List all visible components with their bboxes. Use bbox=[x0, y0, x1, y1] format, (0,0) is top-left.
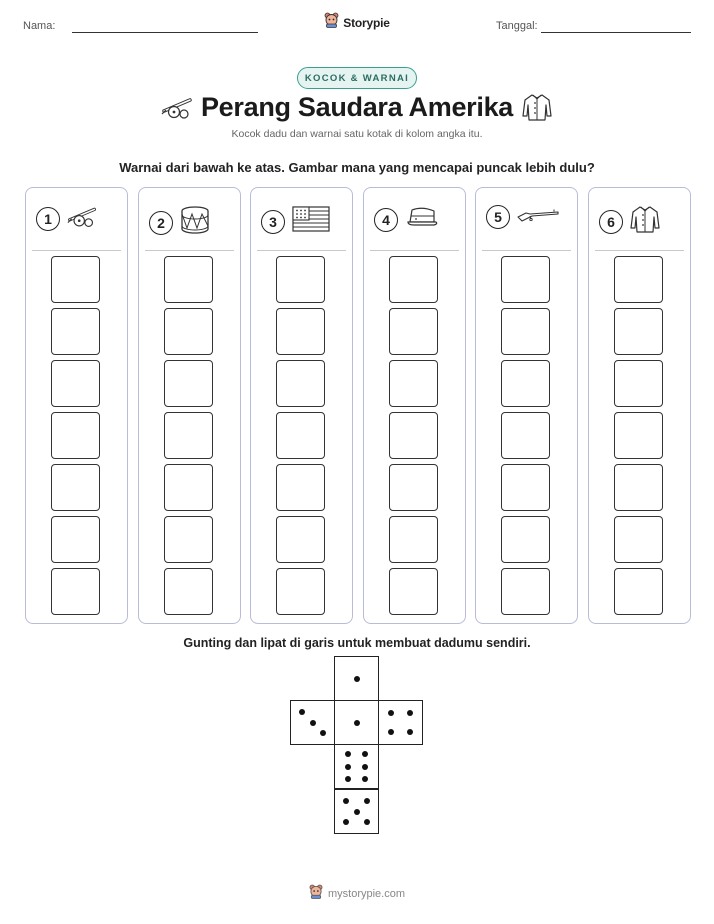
brand-logo bbox=[0, 12, 714, 33]
die-pip bbox=[299, 709, 305, 715]
roll-column-4 bbox=[363, 187, 466, 624]
column-header bbox=[261, 204, 331, 239]
column-divider bbox=[145, 250, 234, 251]
die-pip bbox=[343, 819, 349, 825]
color-box[interactable] bbox=[51, 360, 100, 407]
roll-column-2 bbox=[138, 187, 241, 624]
color-box[interactable] bbox=[614, 360, 663, 407]
color-box[interactable] bbox=[389, 308, 438, 355]
die-face-center[interactable] bbox=[334, 700, 379, 745]
uniform-coat-icon bbox=[629, 204, 661, 239]
color-box[interactable] bbox=[501, 360, 550, 407]
color-box[interactable] bbox=[614, 308, 663, 355]
column-number: 3 bbox=[261, 210, 285, 234]
color-box[interactable] bbox=[276, 568, 325, 615]
color-box[interactable] bbox=[614, 256, 663, 303]
color-box[interactable] bbox=[164, 516, 213, 563]
die-pip bbox=[364, 798, 370, 804]
die-pip bbox=[345, 776, 351, 782]
color-box[interactable] bbox=[614, 464, 663, 511]
page-title: Perang Saudara Amerika bbox=[200, 92, 514, 122]
column-number: 5 bbox=[486, 205, 510, 229]
brand-name: Storypie bbox=[343, 15, 390, 30]
color-box[interactable] bbox=[276, 308, 325, 355]
column-divider bbox=[370, 250, 459, 251]
footer-url[interactable]: mystorypie.com bbox=[327, 888, 406, 900]
color-box[interactable] bbox=[51, 412, 100, 459]
column-divider bbox=[595, 250, 684, 251]
column-header bbox=[599, 204, 661, 239]
date-label: Tanggal: bbox=[496, 20, 538, 32]
die-face[interactable] bbox=[334, 789, 379, 834]
color-box[interactable] bbox=[614, 412, 663, 459]
color-box[interactable] bbox=[389, 256, 438, 303]
musket-icon bbox=[516, 204, 560, 229]
color-box[interactable] bbox=[164, 256, 213, 303]
footer bbox=[0, 884, 714, 904]
color-box[interactable] bbox=[51, 516, 100, 563]
die-pip bbox=[407, 729, 413, 735]
drum-icon bbox=[179, 204, 211, 241]
activity-badge: KOCOK & WARNAI bbox=[297, 67, 417, 89]
color-box[interactable] bbox=[276, 464, 325, 511]
die-pip bbox=[388, 729, 394, 735]
flag-icon bbox=[291, 204, 331, 239]
column-header bbox=[36, 204, 100, 233]
coloring-instruction: Warnai dari bawah ke atas. Gambar mana yang mencapai puncak lebih dulu? bbox=[119, 160, 595, 175]
column-number: 2 bbox=[149, 211, 173, 235]
die-face[interactable] bbox=[334, 744, 379, 789]
color-box[interactable] bbox=[614, 516, 663, 563]
color-box[interactable] bbox=[389, 464, 438, 511]
color-box[interactable] bbox=[389, 360, 438, 407]
column-header bbox=[486, 204, 560, 229]
kepi-hat-icon bbox=[404, 204, 442, 235]
die-face[interactable] bbox=[378, 700, 423, 745]
color-box[interactable] bbox=[501, 568, 550, 615]
die-pip bbox=[354, 676, 360, 682]
page-subtitle: Kocok dadu dan warnai satu kotak di kolom angka itu. bbox=[231, 128, 483, 140]
die-pip bbox=[345, 764, 351, 770]
die-pip bbox=[362, 764, 368, 770]
die-face[interactable] bbox=[290, 700, 335, 745]
column-header bbox=[149, 204, 211, 241]
die-face[interactable] bbox=[334, 656, 379, 701]
color-box[interactable] bbox=[164, 464, 213, 511]
color-box[interactable] bbox=[614, 568, 663, 615]
color-box[interactable] bbox=[501, 256, 550, 303]
name-label: Nama: bbox=[23, 20, 56, 32]
color-box[interactable] bbox=[276, 256, 325, 303]
color-box[interactable] bbox=[389, 516, 438, 563]
color-box[interactable] bbox=[276, 360, 325, 407]
die-pip bbox=[310, 720, 316, 726]
column-divider bbox=[257, 250, 346, 251]
color-box[interactable] bbox=[164, 360, 213, 407]
column-divider bbox=[32, 250, 121, 251]
die-pip bbox=[407, 710, 413, 716]
die-pip bbox=[362, 751, 368, 757]
color-box[interactable] bbox=[51, 568, 100, 615]
die-pip bbox=[343, 798, 349, 804]
color-box[interactable] bbox=[389, 412, 438, 459]
column-number: 4 bbox=[374, 208, 398, 232]
die-pip bbox=[354, 809, 360, 815]
die-pip bbox=[345, 751, 351, 757]
die-pip bbox=[320, 730, 326, 736]
die-pip bbox=[354, 720, 360, 726]
color-box[interactable] bbox=[501, 516, 550, 563]
column-number: 1 bbox=[36, 207, 60, 231]
die-pip bbox=[388, 710, 394, 716]
roll-column-1 bbox=[25, 187, 128, 624]
color-box[interactable] bbox=[501, 464, 550, 511]
die-pip bbox=[362, 776, 368, 782]
roll-column-3 bbox=[250, 187, 353, 624]
die-pip bbox=[364, 819, 370, 825]
column-header bbox=[374, 204, 442, 235]
roll-column-6 bbox=[588, 187, 691, 624]
color-box[interactable] bbox=[501, 308, 550, 355]
uniform-coat-icon bbox=[521, 92, 553, 127]
roll-column-5 bbox=[475, 187, 578, 624]
color-box[interactable] bbox=[164, 568, 213, 615]
color-box[interactable] bbox=[51, 256, 100, 303]
column-number: 6 bbox=[599, 210, 623, 234]
storypie-mascot-icon bbox=[324, 12, 339, 33]
color-box[interactable] bbox=[51, 464, 100, 511]
cut-instruction: Gunting dan lipat di garis untuk membuat dadumu sendiri. bbox=[183, 636, 531, 650]
color-box[interactable] bbox=[164, 308, 213, 355]
storypie-mascot-icon bbox=[309, 884, 323, 904]
color-box[interactable] bbox=[276, 412, 325, 459]
column-divider bbox=[482, 250, 571, 251]
cannon-icon bbox=[66, 204, 100, 233]
color-box[interactable] bbox=[276, 516, 325, 563]
color-box[interactable] bbox=[389, 568, 438, 615]
color-box[interactable] bbox=[501, 412, 550, 459]
color-box[interactable] bbox=[164, 412, 213, 459]
color-box[interactable] bbox=[51, 308, 100, 355]
